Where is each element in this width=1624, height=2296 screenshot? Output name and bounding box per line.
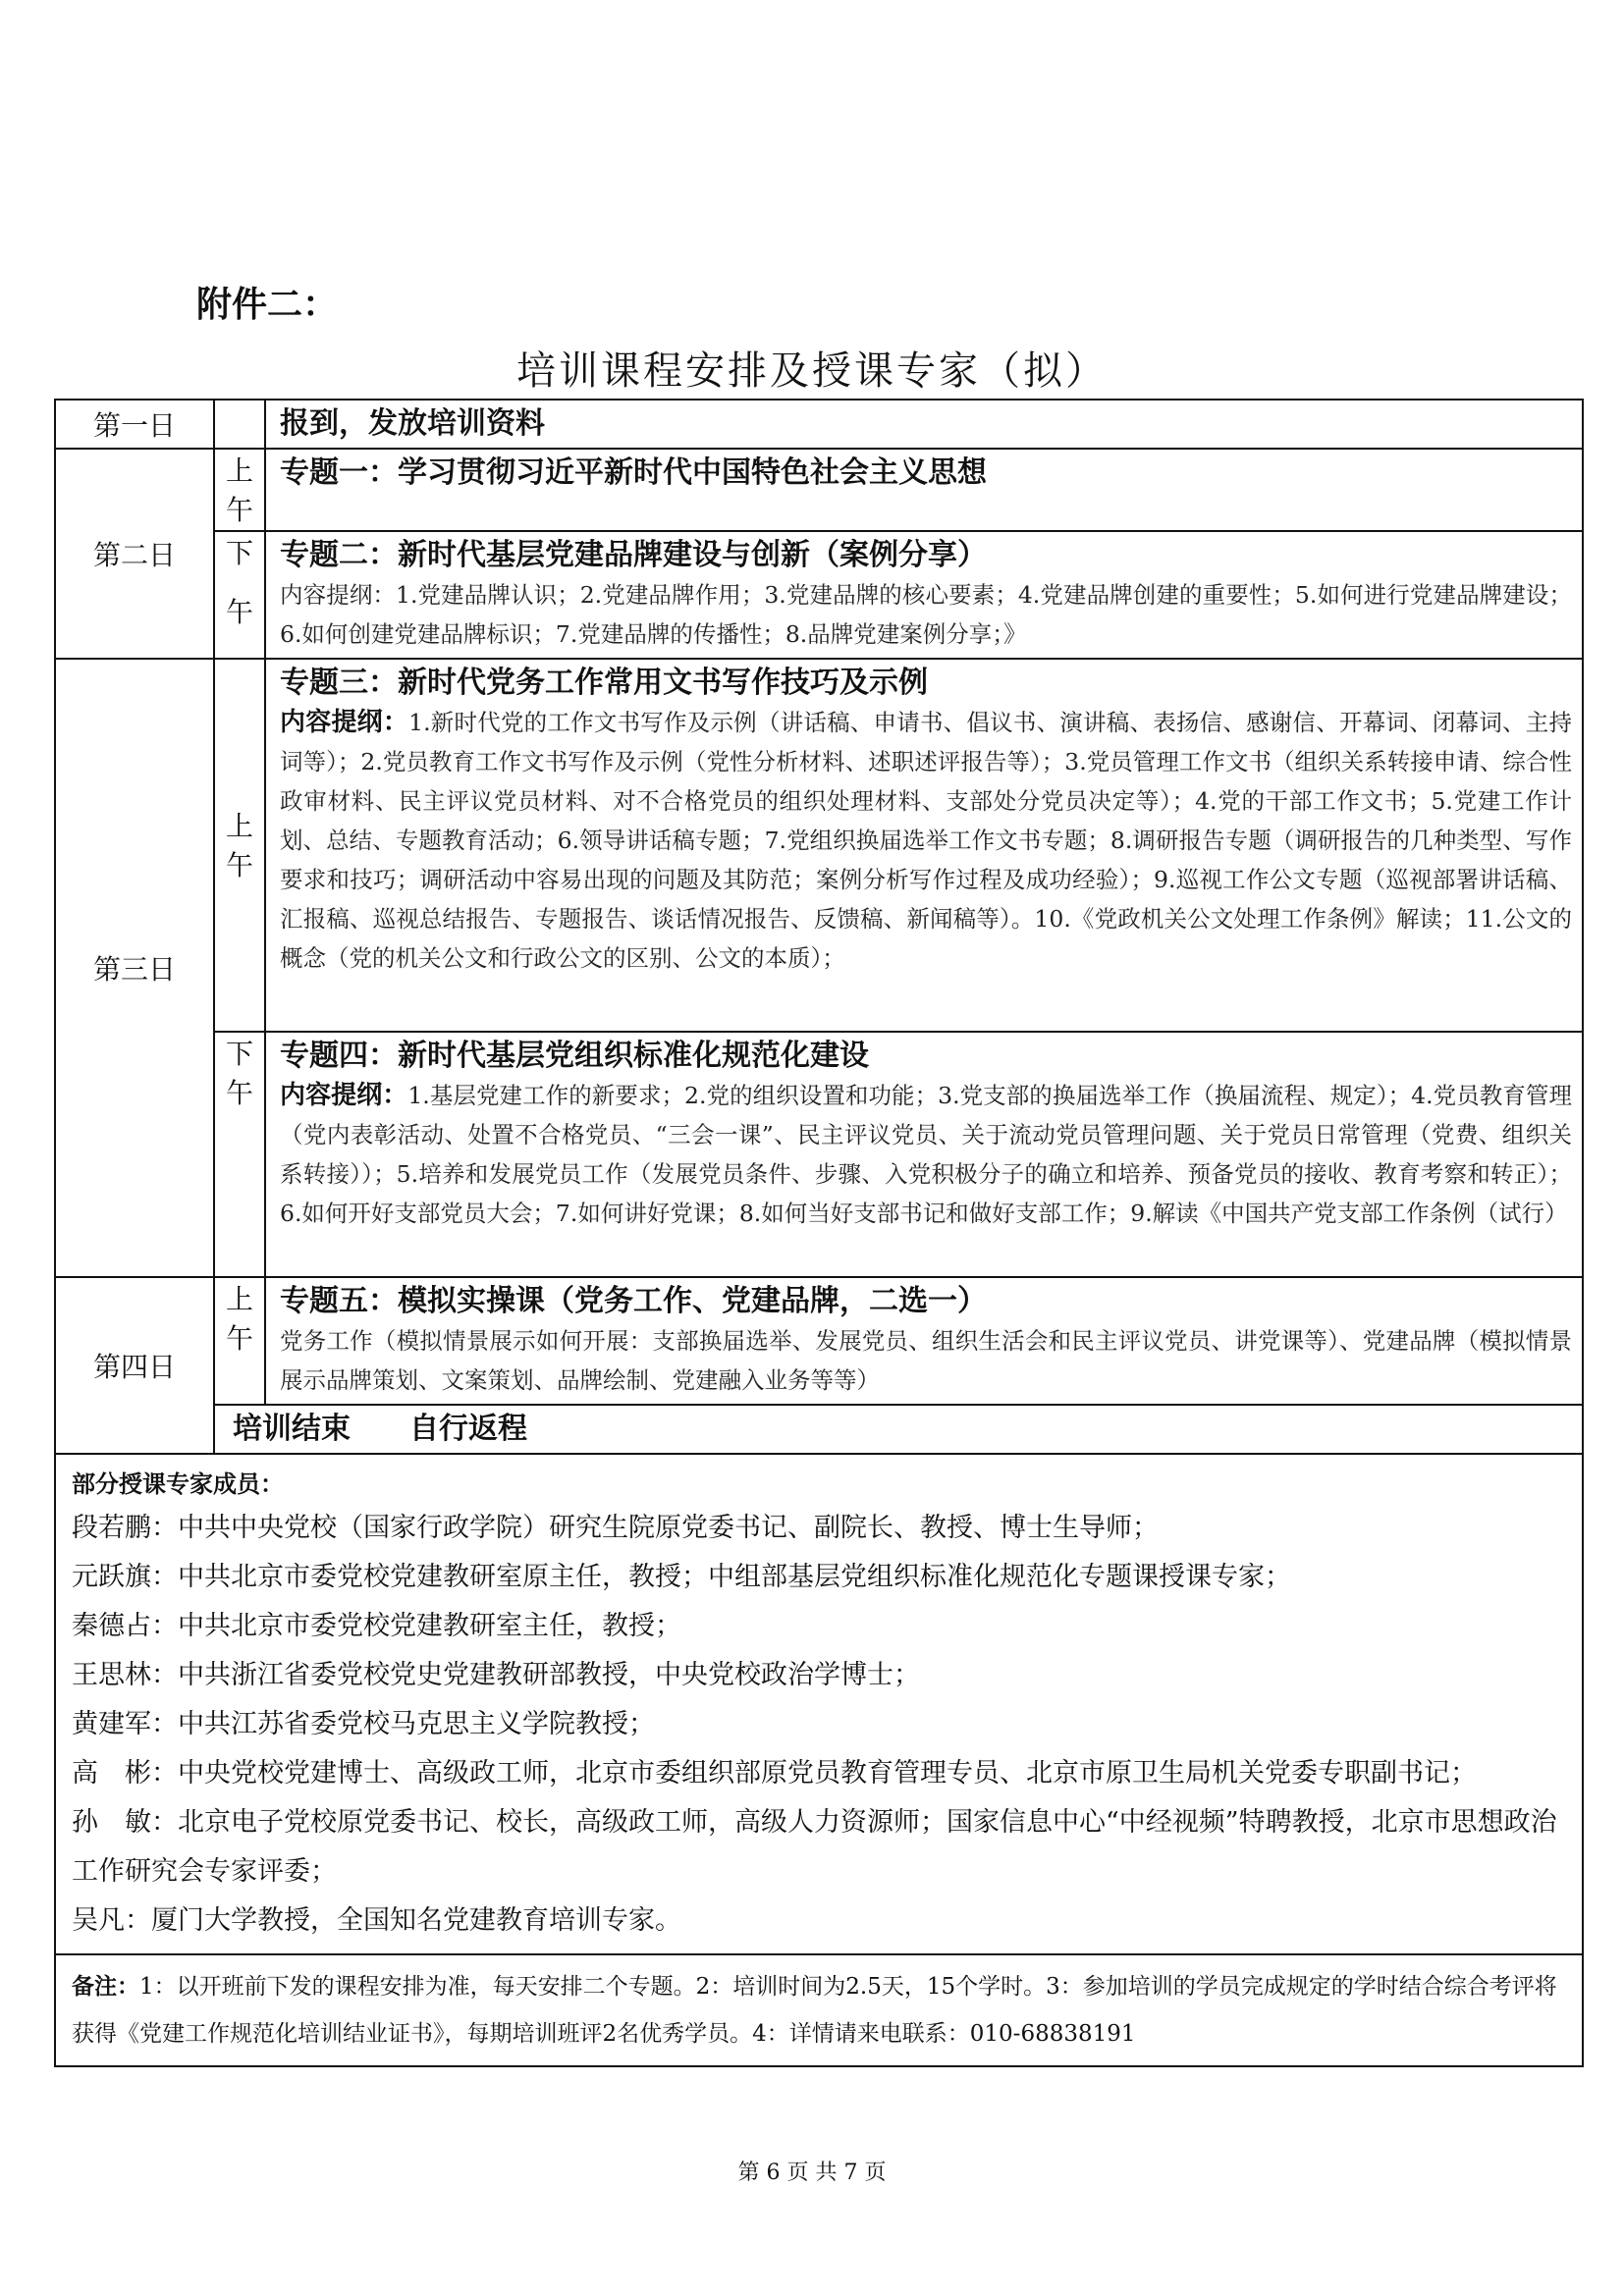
day4-label: 第四日 <box>55 1277 214 1454</box>
outline-label: 内容提纲： <box>280 708 409 737</box>
half-char: 上 <box>225 810 253 842</box>
note-label: 备注： <box>72 1974 139 2000</box>
day2-pm-row <box>55 531 1583 659</box>
topic-2-outline <box>280 575 1572 654</box>
note-row <box>55 1954 1583 2066</box>
day2-am-half <box>214 449 265 531</box>
half-char: 午 <box>225 1322 253 1355</box>
expert-item: 王思林：中共浙江省委党校党史党建教研部教授，中央党校政治学博士； <box>72 1660 920 1690</box>
half-char: 午 <box>225 494 253 526</box>
topic-2: 专题二：新时代基层党建品牌建设与创新（案例分享） <box>280 538 987 572</box>
expert-item: 黄建军：中共江苏省委党校马克思主义学院教授； <box>72 1709 655 1739</box>
day4-am-cell <box>265 1277 1583 1405</box>
experts-row <box>55 1454 1583 1954</box>
half-char: 午 <box>225 849 253 881</box>
schedule-table <box>54 399 1584 2067</box>
outline-text: 1.基层党建工作的新要求；2.党的组织设置和功能；3.党支部的换届选举工作（换届流程、规定）；4.党员教育管理（党内表彰活动、处置不合格党员、“三会一课”、民主评议党员、关于流动党员管理问题、关于党员日常管理（党费、组织关系转接））；5.培养和发展党员工作（发展党员条件、步骤、入党积极分子的确立和培养、预备党员的接收、教育考察和转正）；6.如何开好支部党员大会；7.如何讲好党课；8.如何当好支部书记和做好支部工作；9.解读《中国共产党支部工作条例（试行） <box>280 1082 1572 1227</box>
expert-item: 孙 敏：北京电子党校原党委书记、校长，高级政工师，高级人力资源师；国家信息中心“中经视频”特聘教授，北京市思想政治工作研究会专家评委； <box>72 1807 1557 1887</box>
day3-pm-row <box>55 1032 1583 1277</box>
outline-text: 1.新时代党的工作文书写作及示例（讲话稿、申请书、倡议书、演讲稿、表扬信、感谢信、开幕词、闭幕词、主持词等）；2.党员教育工作文书写作及示例（党性分析材料、述职述评报告等）；3.党员管理工作文书（组织关系转接申请、综合性政审材料、民主评议党员材料、对不合格党员的组织处理材料、支部处分党员决定等）；4.党的干部工作文书；5.党建工作计划、总结、专题教育活动；6.领导讲话稿专题；7.党组织换届选举工作文书专题；8.调研报告专题（调研报告的几种类型、写作要求和技巧；调研活动中容易出现的问题及其防范；案例分析写作过程及成功经验）；9.巡视工作公文专题（巡视部署讲话稿、汇报稿、巡视总结报告、专题报告、谈话情况报告、反馈稿、新闻稿等）。10.《党政机关公文处理工作条例》解读；11.公文的概念（党的机关公文和行政公文的区别、公文的本质）； <box>280 709 1572 972</box>
day1-half-empty <box>214 400 265 449</box>
outline-text: 1.党建品牌认识；2.党建品牌作用；3.党建品牌的核心要素；4.党建品牌创建的重要性；5.如何进行党建品牌建设；6.如何创建党建品牌标识；7.党建品牌的传播性；8.品牌党建案例分享；》 <box>280 581 1572 648</box>
experts-cell <box>55 1454 1583 1954</box>
day1-cell <box>265 400 1583 449</box>
topic-1: 专题一：学习贯彻习近平新时代中国特色社会主义思想 <box>280 455 987 490</box>
day3-am-half <box>214 659 265 1032</box>
day3-pm-half <box>214 1032 265 1277</box>
day4-am-half <box>214 1277 265 1405</box>
expert-item: 吴凡：厦门大学教授，全国知名党建教育培训专家。 <box>72 1905 681 1936</box>
expert-item: 高 彬：中央党校党建博士、高级政工师，北京市委组织部原党员教育管理专员、北京市原卫生局机关党委专职副书记； <box>72 1758 1477 1789</box>
topic-5-outline: 党务工作（模拟情景展示如何开展：支部换届选举、发展党员、组织生活会和民主评议党员、讲党课等）、党建品牌（模拟情景展示品牌策划、文案策划、品牌绘制、党建融入业务等等） <box>280 1327 1572 1394</box>
day3-label: 第三日 <box>55 659 214 1277</box>
half-char: 午 <box>225 1077 253 1109</box>
half-char: 上 <box>225 454 253 487</box>
outline-label: 内容提纲： <box>280 1081 408 1110</box>
day4-am-row <box>55 1277 1583 1405</box>
day3-am-cell <box>265 659 1583 1032</box>
expert-item: 段若鹏：中共中央党校（国家行政学院）研究生院原党委书记、副院长、教授、博士生导师； <box>72 1513 1159 1543</box>
day1-label: 第一日 <box>55 400 214 449</box>
expert-item: 元跃旗：中共北京市委党校党建教研室原主任，教授；中组部基层党组织标准化规范化专题课授课专家； <box>72 1562 1291 1592</box>
day2-am-cell <box>265 449 1583 531</box>
day1-row <box>55 400 1583 449</box>
training-end: 培训结束 自行返程 <box>233 1412 527 1446</box>
day2-label: 第二日 <box>55 449 214 659</box>
topic-3-outline <box>280 703 1572 978</box>
half-char: 下 <box>225 537 253 569</box>
outline-label: 内容提纲： <box>280 581 397 609</box>
page-footer: 第 6 页 共 7 页 <box>737 2161 887 2185</box>
day3-am-row <box>55 659 1583 1032</box>
half-char: 午 <box>225 596 253 628</box>
day2-pm-cell <box>265 531 1583 659</box>
day2-pm-half <box>214 531 265 659</box>
day1-content: 报到，发放培训资料 <box>280 406 545 441</box>
half-char: 上 <box>225 1283 253 1315</box>
document-title: 培训课程安排及授课专家（拟） <box>516 348 1108 394</box>
topic-4: 专题四：新时代基层党组织标准化规范化建设 <box>280 1039 869 1073</box>
note-cell <box>55 1954 1583 2066</box>
attachment-label: 附件二： <box>196 285 339 325</box>
topic-4-outline <box>280 1076 1572 1233</box>
half-char: 下 <box>225 1038 253 1070</box>
day4-end-row <box>55 1405 1583 1454</box>
expert-item: 秦德占：中共北京市委党校党建教研室主任，教授； <box>72 1611 681 1641</box>
day4-end-cell <box>214 1405 1583 1454</box>
note-text: 1：以开班前下发的课程安排为准，每天安排二个专题。2：培训时间为2.5天，15个学时。3：参加培训的学员完成规定的学时结合综合考评将获得《党建工作规范化培训结业证书》，每期培训班评2名优秀学员。4：详情请来电联系：010-68838191 <box>72 1974 1557 2047</box>
day3-pm-cell <box>265 1032 1583 1277</box>
topic-3: 专题三：新时代党务工作常用文书写作技巧及示例 <box>280 666 928 700</box>
experts-title: 部分授课专家成员： <box>72 1470 284 1498</box>
day2-am-row <box>55 449 1583 531</box>
topic-5: 专题五：模拟实操课（党务工作、党建品牌，二选一） <box>280 1284 987 1318</box>
